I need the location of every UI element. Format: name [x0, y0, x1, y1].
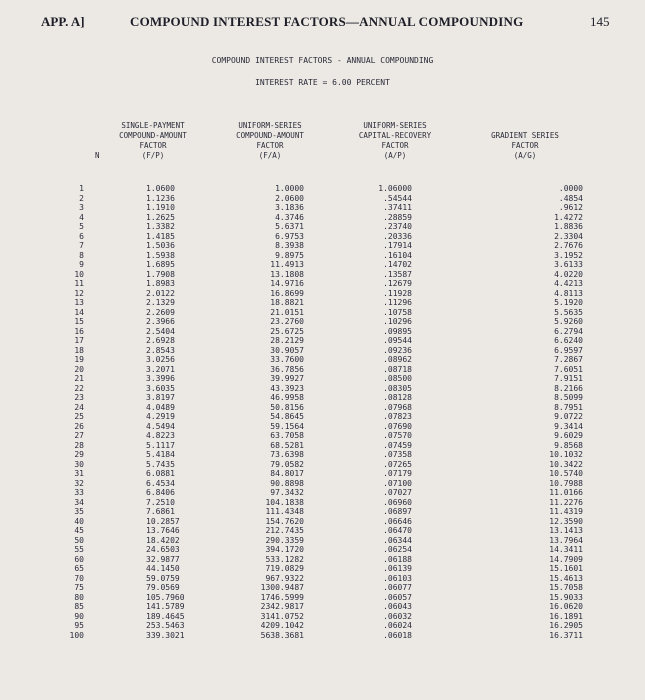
table-cell: .06470 — [383, 526, 412, 535]
table-cell: 1.2625 — [146, 212, 175, 222]
header-uniform-recovery — [335, 121, 455, 161]
table-cell: 290.3359 — [265, 535, 304, 545]
table-cell: 3.6133 — [554, 260, 583, 269]
table-cell: 15.9033 — [549, 592, 583, 602]
table-cell: 1.0600 — [146, 184, 175, 193]
header-line: (F/P) — [141, 151, 165, 160]
header-line: UNIFORM-SERIES — [363, 121, 427, 130]
table-cell: 1.1910 — [146, 203, 175, 212]
table-cell: 59.1564 — [270, 421, 304, 431]
header-line: UNIFORM-SERIES — [238, 121, 302, 130]
table-cell: .17914 — [383, 241, 412, 250]
page-number: 145 — [590, 14, 610, 29]
running-head — [0, 14, 645, 36]
table-cell: 28 — [74, 440, 84, 450]
table-cell: 4 — [79, 212, 84, 222]
table-cell: 21 — [74, 374, 84, 383]
table-cell: .11296 — [383, 298, 412, 307]
table-cell: 6.9753 — [275, 231, 304, 241]
table-cell: .06043 — [383, 602, 412, 611]
table-cell: .20336 — [383, 231, 412, 241]
table-cell: 394.1720 — [265, 545, 304, 554]
header-line: (A/G) — [513, 151, 537, 160]
table-cell: .10296 — [383, 317, 412, 326]
table-cell: 13.1413 — [549, 526, 583, 535]
table-title: COMPOUND INTEREST FACTORS - ANNUAL COMPOUNDING — [211, 56, 434, 65]
table-cell: 70 — [74, 573, 84, 583]
header-line: SINGLE-PAYMENT — [121, 121, 185, 130]
table-cell: 10.5740 — [549, 469, 583, 478]
table-cell: 105.7960 — [146, 592, 185, 602]
table-cell: 11.0166 — [549, 488, 583, 497]
table-cell: 25 — [74, 412, 84, 421]
table-cell: .08500 — [383, 374, 412, 383]
table-cell: 9.8975 — [275, 250, 304, 260]
table-cell: 50.8156 — [270, 402, 304, 412]
table-cell: 1300.9487 — [260, 583, 304, 592]
table-cell: 967.9322 — [265, 573, 304, 583]
table-cell: 55 — [74, 545, 84, 554]
table-cell: 54.8645 — [270, 412, 304, 421]
table-cell: 46.9958 — [270, 393, 304, 402]
table-cell: 9.8568 — [554, 440, 583, 450]
table-cell: 8.2166 — [554, 383, 583, 393]
table-cell: 11.2276 — [549, 497, 583, 507]
table-cell: 5638.3681 — [260, 630, 304, 640]
table-cell: 3.1836 — [275, 203, 304, 212]
table-cell: 10.7988 — [549, 478, 583, 488]
table-cell: 6.9597 — [554, 345, 583, 355]
table-cell: 7.9151 — [554, 374, 583, 383]
header-line: COMPOUND-AMOUNT — [119, 131, 187, 140]
table-cell: .13587 — [383, 269, 412, 279]
table-cell: 18 — [74, 345, 84, 355]
table-cell: 32.9877 — [146, 554, 180, 564]
table-cell: .06254 — [383, 545, 412, 554]
table-cell: .14702 — [383, 260, 412, 269]
table-cell: 5.1117 — [146, 440, 175, 450]
table-cell: 212.7435 — [265, 526, 304, 535]
table-cell: 16.1891 — [549, 611, 583, 621]
table-cell: 7 — [79, 241, 84, 250]
table-cell: 1.4272 — [554, 212, 583, 222]
table-cell: 44.1450 — [146, 564, 180, 573]
table-cell: 1.4185 — [146, 231, 175, 241]
table-cell: 12.3590 — [549, 516, 583, 526]
table-cell: 22 — [74, 383, 84, 393]
table-cell: 90 — [74, 611, 84, 621]
table-cell: .54544 — [383, 193, 412, 203]
table-cell: 3.0256 — [146, 355, 175, 364]
table-cell: 10.3422 — [549, 459, 583, 469]
table-cell: .06024 — [383, 621, 412, 630]
table-cell: 14 — [74, 307, 84, 317]
header-single-payment — [98, 121, 208, 161]
table-cell: 6.2794 — [554, 326, 583, 336]
table-cell: 111.4348 — [265, 507, 304, 516]
table-cell: .07179 — [383, 469, 412, 478]
table-cell: .06344 — [383, 535, 412, 545]
table-cell: 6.6240 — [554, 336, 583, 345]
table-cell: 253.5463 — [146, 621, 185, 630]
table-cell: 20 — [74, 364, 84, 374]
table-cell: 9 — [79, 260, 84, 269]
table-cell: .06018 — [383, 630, 412, 640]
table-cell: 4.4213 — [554, 279, 583, 288]
table-cell: .08962 — [383, 355, 412, 364]
table-cell: 6.0881 — [146, 469, 175, 478]
table-cell: .07968 — [383, 402, 412, 412]
table-cell: 2.7676 — [554, 241, 583, 250]
table-cell: 84.8017 — [270, 469, 304, 478]
table-cell: 11.4319 — [549, 507, 583, 516]
table-cell: 65 — [74, 564, 84, 573]
table-cell: 59.0759 — [146, 573, 180, 583]
table-cell: 4.0489 — [146, 402, 175, 412]
table-cell: 100 — [69, 630, 84, 640]
table-cell: 1 — [79, 184, 84, 193]
table-cell: 36.7856 — [270, 364, 304, 374]
table-cell: 9.6029 — [554, 431, 583, 440]
table-cell: 12 — [74, 288, 84, 298]
table-cell: 33 — [74, 488, 84, 497]
table-cell: .28859 — [383, 212, 412, 222]
table-cell: 75 — [74, 583, 84, 592]
table-cell: .11928 — [383, 288, 412, 298]
table-cell: 5.5635 — [554, 307, 583, 317]
table-cell: 13 — [74, 298, 84, 307]
table-cell: 154.7620 — [265, 516, 304, 526]
appendix-label: APP. A] — [41, 14, 85, 29]
table-cell: .06188 — [383, 554, 412, 564]
table-cell: 6 — [79, 231, 84, 241]
table-cell: 3.1952 — [554, 250, 583, 260]
table-cell: .0000 — [558, 184, 583, 193]
running-head-title: COMPOUND INTEREST FACTORS—ANNUAL COMPOUNDING — [130, 14, 524, 29]
table-cell: 11.4913 — [270, 260, 304, 269]
table-cell: .07459 — [383, 440, 412, 450]
header-line: FACTOR — [511, 141, 539, 150]
table-cell: .06032 — [383, 611, 412, 621]
column-fa — [254, 184, 304, 640]
table-cell: 85 — [74, 602, 84, 611]
table-cell: 35 — [74, 507, 84, 516]
table-cell: 13.1808 — [270, 269, 304, 279]
table-cell: 5.7435 — [146, 459, 175, 469]
table-cell: 11 — [74, 279, 84, 288]
table-cell: 141.5789 — [146, 602, 185, 611]
table-cell: .06103 — [383, 573, 412, 583]
table-cell: 2.2609 — [146, 307, 175, 317]
table-cell: 7.6861 — [146, 507, 175, 516]
table-cell: 21.0151 — [270, 307, 304, 317]
table-cell: .07823 — [383, 412, 412, 421]
table-cell: 33.7600 — [270, 355, 304, 364]
table-cell: 18.4202 — [146, 535, 180, 545]
header-line: GRADIENT SERIES — [491, 131, 559, 140]
table-cell: 79.0582 — [270, 459, 304, 469]
table-cell: 63.7058 — [270, 431, 304, 440]
table-cell: 1.5938 — [146, 250, 175, 260]
table-cell: 2.8543 — [146, 345, 175, 355]
table-cell: .08305 — [383, 383, 412, 393]
table-cell: 23.2760 — [270, 317, 304, 326]
table-cell: 39.9927 — [270, 374, 304, 383]
header-uniform-compound — [215, 121, 325, 161]
header-gradient — [460, 131, 590, 161]
table-cell: 4.2919 — [146, 412, 175, 421]
table-cell: 30.9057 — [270, 345, 304, 355]
table-cell: 24.6503 — [146, 545, 180, 554]
table-cell: .23740 — [383, 222, 412, 231]
table-cell: 7.6051 — [554, 364, 583, 374]
table-cell: 5.6371 — [275, 222, 304, 231]
table-cell: 2.5404 — [146, 326, 175, 336]
table-cell: 97.3432 — [270, 488, 304, 497]
table-cell: 31 — [74, 469, 84, 478]
table-cell: 15.1601 — [549, 564, 583, 573]
table-cell: 7.2510 — [146, 497, 175, 507]
table-cell: .37411 — [383, 203, 412, 212]
table-cell: 5.1920 — [554, 298, 583, 307]
table-cell: .08718 — [383, 364, 412, 374]
table-cell: 2342.9817 — [260, 602, 304, 611]
table-cell: 2.1329 — [146, 298, 175, 307]
table-cell: 3.6035 — [146, 383, 175, 393]
table-cell: 29 — [74, 450, 84, 459]
table-cell: 24 — [74, 402, 84, 412]
header-line: COMPOUND-AMOUNT — [236, 131, 304, 140]
table-cell: 60 — [74, 554, 84, 564]
table-cell: 3.8197 — [146, 393, 175, 402]
table-cell: 339.3021 — [146, 630, 185, 640]
header-line: FACTOR — [381, 141, 409, 150]
table-cell: 2 — [79, 193, 84, 203]
header-line: (F/A) — [258, 151, 282, 160]
table-cell: 16 — [74, 326, 84, 336]
table-cell: 80 — [74, 592, 84, 602]
table-cell: 1.3382 — [146, 222, 175, 231]
table-cell: 10.2857 — [146, 516, 180, 526]
table-cell: 533.1282 — [265, 554, 304, 564]
table-cell: 4.8113 — [554, 288, 583, 298]
table-cell: 8.3938 — [275, 241, 304, 250]
table-cell: 95 — [74, 621, 84, 630]
table-cell: 3.3996 — [146, 374, 175, 383]
header-line: CAPITAL-RECOVERY — [358, 131, 432, 140]
table-cell: 3141.0752 — [260, 611, 304, 621]
table-cell: 9.3414 — [554, 421, 583, 431]
table-cell: 4.8223 — [146, 431, 175, 440]
table-cell: 8.5099 — [554, 393, 583, 402]
table-cell: 4209.1042 — [260, 621, 304, 630]
table-cell: .06897 — [383, 507, 412, 516]
table-cell: 1746.5999 — [260, 592, 304, 602]
table-cell: .07027 — [383, 488, 412, 497]
table-cell: 14.7909 — [549, 554, 583, 564]
table-cell: 189.4645 — [146, 611, 185, 621]
table-cell: 5 — [79, 222, 84, 231]
table-cell: 43.3923 — [270, 383, 304, 393]
table-cell: 19 — [74, 355, 84, 364]
table-cell: .16104 — [383, 250, 412, 260]
table-cell: .07690 — [383, 421, 412, 431]
table-cell: .9612 — [558, 203, 583, 212]
table-cell: 14.9716 — [270, 279, 304, 288]
header-line: (A/P) — [383, 151, 407, 160]
table-cell: 7.2867 — [554, 355, 583, 364]
table-cell: 8 — [79, 250, 84, 260]
table-cell: 68.5281 — [270, 440, 304, 450]
table-cell: 40 — [74, 516, 84, 526]
table-cell: 6.8406 — [146, 488, 175, 497]
table-cell: 79.0569 — [146, 583, 180, 592]
table-cell: 16.0620 — [549, 602, 583, 611]
table-cell: 16.2905 — [549, 621, 583, 630]
table-cell: .07570 — [383, 431, 412, 440]
table-cell: 1.7908 — [146, 269, 175, 279]
table-cell: 15.4613 — [549, 573, 583, 583]
table-cell: 1.06000 — [378, 184, 412, 193]
table-cell: 2.0600 — [275, 193, 304, 203]
table-cell: 2.6928 — [146, 336, 175, 345]
column-ag — [533, 184, 583, 640]
table-cell: 10 — [74, 269, 84, 279]
table-cell: .12679 — [383, 279, 412, 288]
header-line: FACTOR — [139, 141, 167, 150]
table-cell: 15 — [74, 317, 84, 326]
table-cell: .09895 — [383, 326, 412, 336]
table-cell: 719.0829 — [265, 564, 304, 573]
table-cell: 73.6398 — [270, 450, 304, 459]
table-cell: 8.7951 — [554, 402, 583, 412]
table-cell: .06057 — [383, 592, 412, 602]
column-fp — [146, 184, 196, 640]
table-cell: 2.3304 — [554, 231, 583, 241]
table-cell: 4.0220 — [554, 269, 583, 279]
table-cell: 26 — [74, 421, 84, 431]
table-cell: 28.2129 — [270, 336, 304, 345]
table-cell: 23 — [74, 393, 84, 402]
table-cell: .09236 — [383, 345, 412, 355]
header-line: FACTOR — [256, 141, 284, 150]
table-cell: 3.2071 — [146, 364, 175, 374]
table-cell: 30 — [74, 459, 84, 469]
table-cell: 1.6895 — [146, 260, 175, 269]
table-cell: .06139 — [383, 564, 412, 573]
table-cell: .07265 — [383, 459, 412, 469]
table-cell: .06646 — [383, 516, 412, 526]
table-cell: 18.8821 — [270, 298, 304, 307]
table-cell: 4.3746 — [275, 212, 304, 222]
table-cell: .09544 — [383, 336, 412, 345]
table-cell: 2.0122 — [146, 288, 175, 298]
table-cell: 4.5494 — [146, 421, 175, 431]
table-cell: .07358 — [383, 450, 412, 459]
table-cell: .06077 — [383, 583, 412, 592]
table-cell: .07100 — [383, 478, 412, 488]
table-cell: 32 — [74, 478, 84, 488]
table-cell: 1.8836 — [554, 222, 583, 231]
table-cell: 27 — [74, 431, 84, 440]
column-ap — [366, 184, 412, 640]
table-cell: .06960 — [383, 497, 412, 507]
column-n — [60, 184, 84, 640]
table-cell: 17 — [74, 336, 84, 345]
table-cell: 34 — [74, 497, 84, 507]
table-cell: .4854 — [558, 193, 583, 203]
table-cell: 15.7058 — [549, 583, 583, 592]
table-cell: 50 — [74, 535, 84, 545]
table-cell: 16.3711 — [549, 630, 583, 640]
table-cell: 5.4184 — [146, 450, 175, 459]
interest-rate-line: INTEREST RATE = 6.00 PERCENT — [255, 78, 390, 87]
table-cell: 16.8699 — [270, 288, 304, 298]
table-cell: 1.8983 — [146, 279, 175, 288]
table-cell: .10758 — [383, 307, 412, 317]
table-cell: 5.9260 — [554, 317, 583, 326]
table-cell: 13.7964 — [549, 535, 583, 545]
table-cell: 6.4534 — [146, 478, 175, 488]
table-cell: 10.1032 — [549, 450, 583, 459]
table-cell: 25.6725 — [270, 326, 304, 336]
table-cell: 90.8898 — [270, 478, 304, 488]
table-cell: 1.5036 — [146, 241, 175, 250]
table-cell: 1.0000 — [275, 184, 304, 193]
header-n: N — [95, 151, 100, 160]
table-cell: 2.3966 — [146, 317, 175, 326]
table-cell: .08128 — [383, 393, 412, 402]
table-cell: 9.0722 — [554, 412, 583, 421]
table-cell: 104.1838 — [265, 497, 304, 507]
table-cell: 13.7646 — [146, 526, 180, 535]
table-cell: 45 — [74, 526, 84, 535]
table-cell: 14.3411 — [549, 545, 583, 554]
table-cell: 3 — [79, 203, 84, 212]
table-cell: 1.1236 — [146, 193, 175, 203]
